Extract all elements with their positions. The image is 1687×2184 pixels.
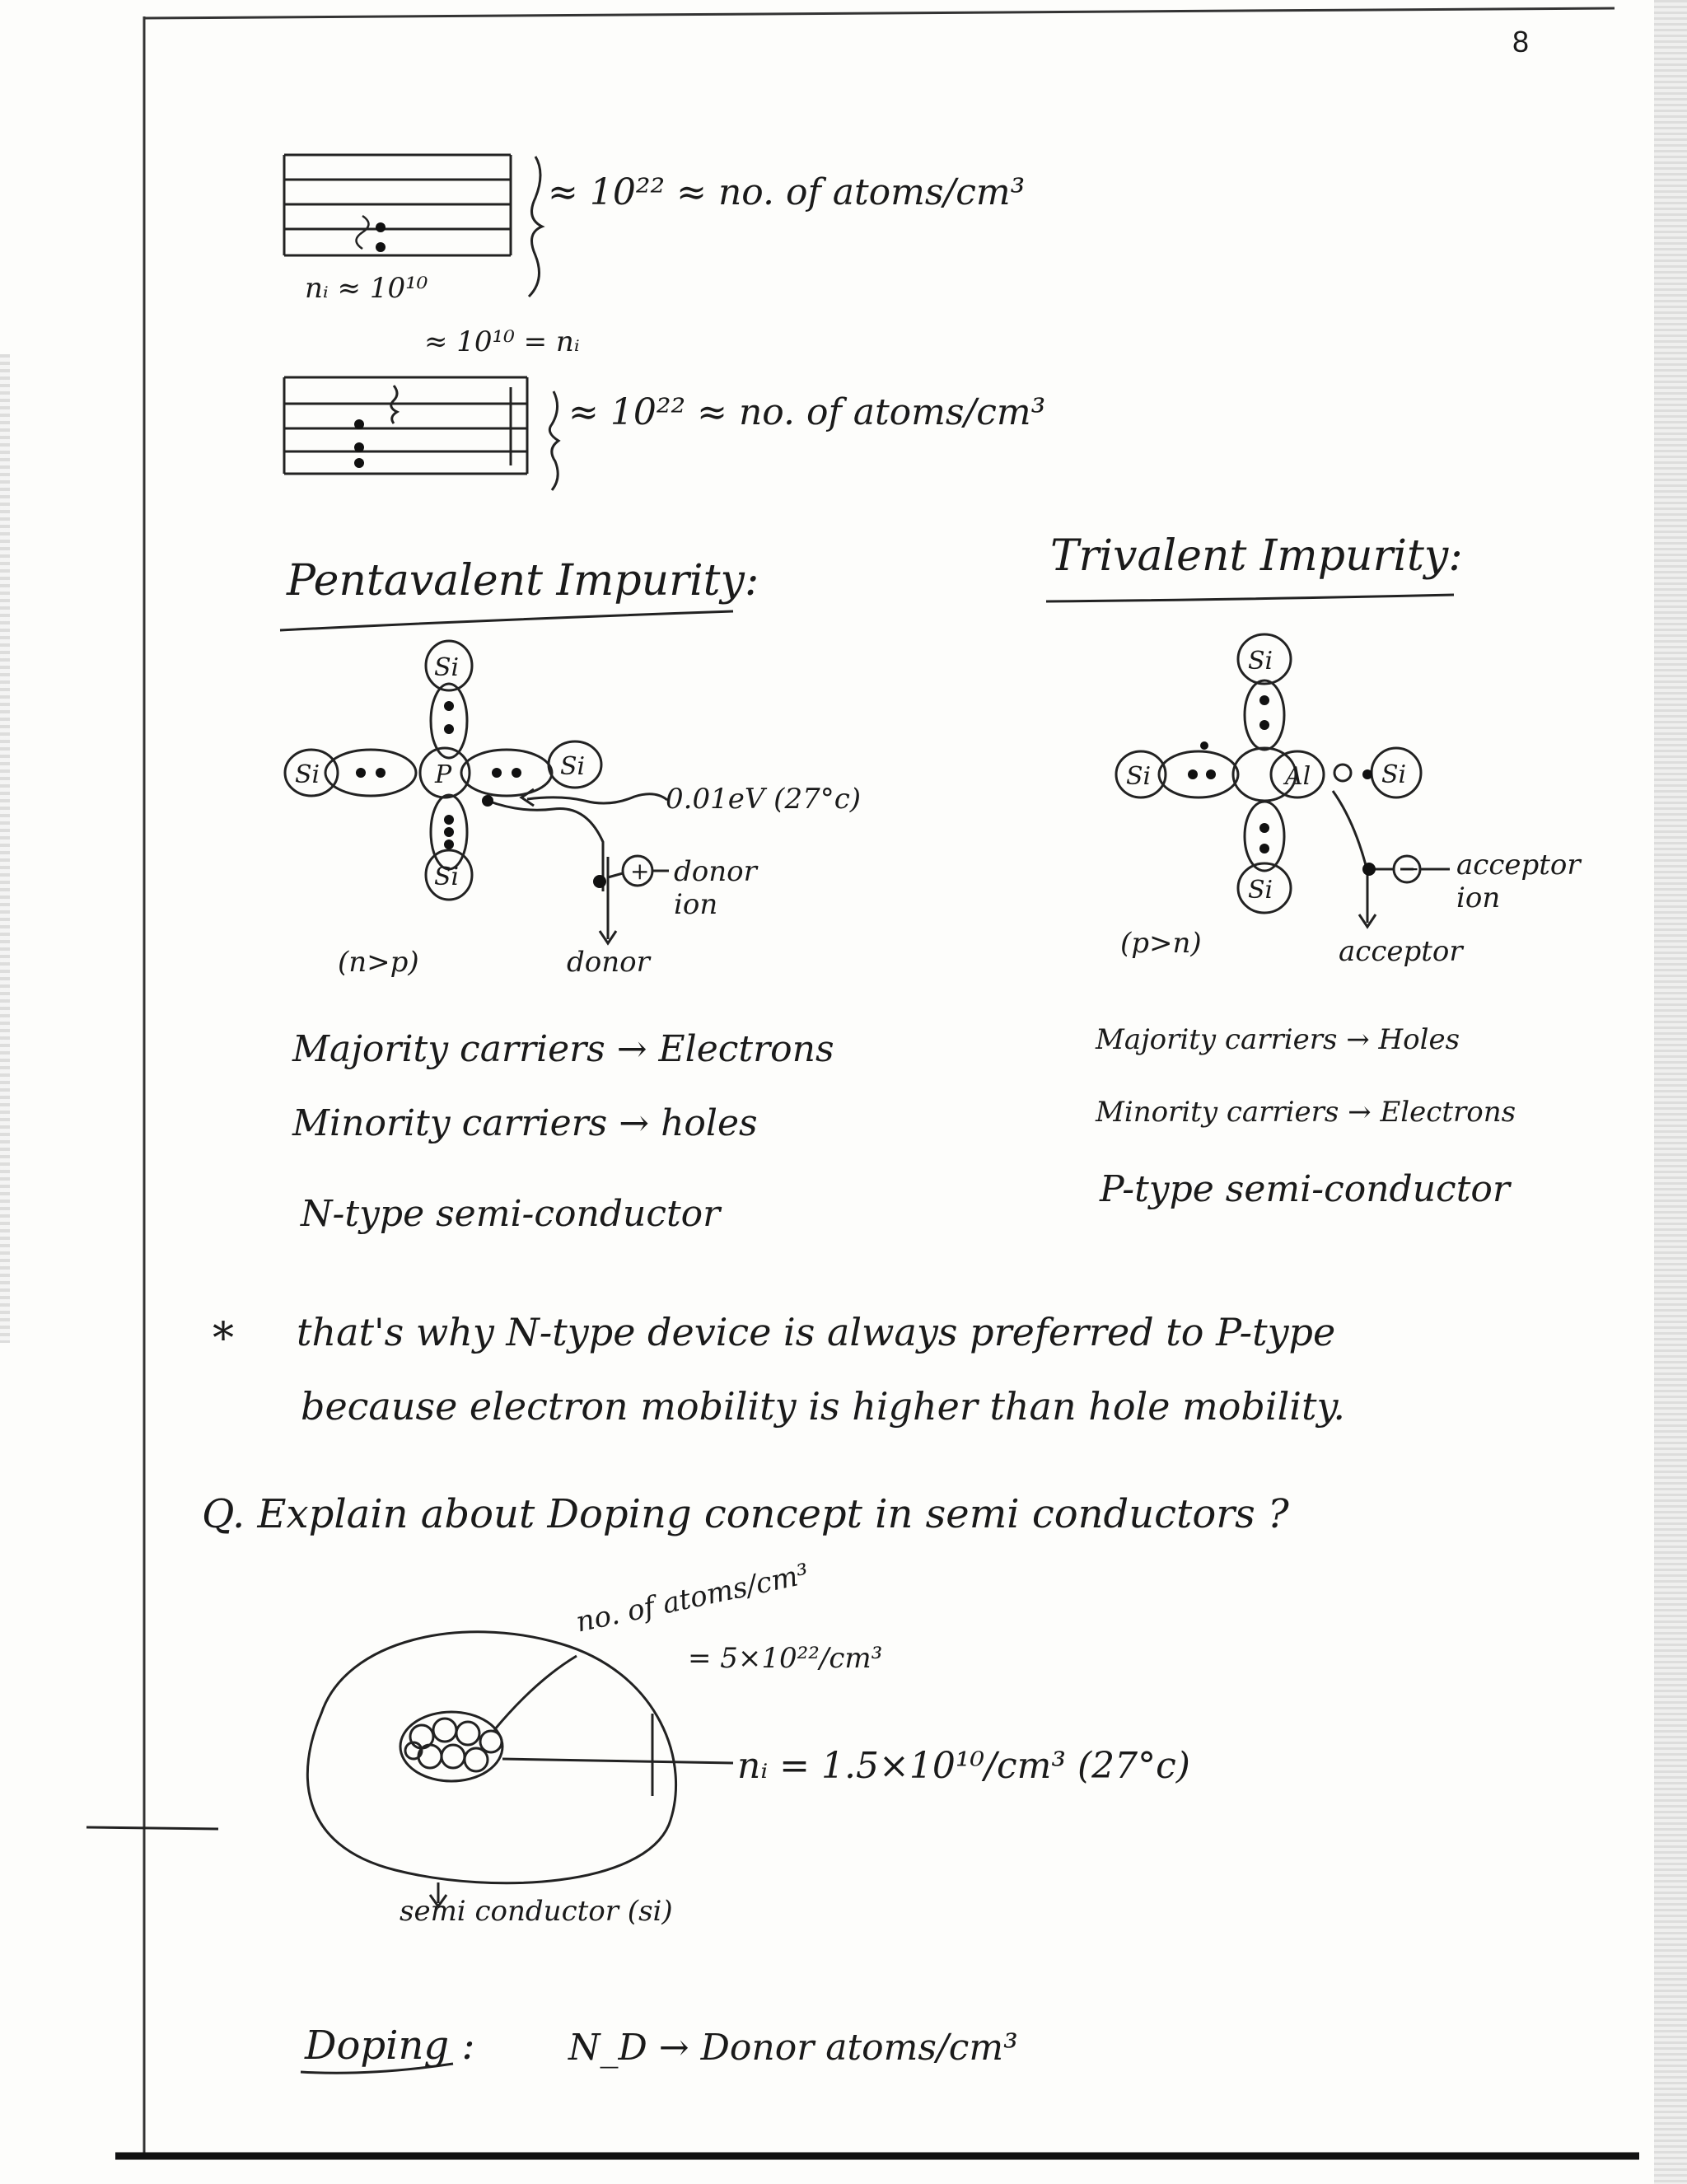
penta-minority: Minority carriers → holes [292,1102,758,1144]
intrinsic-concentration: nᵢ = 1.5×10¹⁰/cm³ (27°c) [737,1745,1190,1787]
acceptor-ion-sign: − [1400,855,1420,882]
note-line-2: because electron mobility is higher than hole mobility. [301,1384,1345,1429]
acceptor-ion-label: acceptor ion [1456,849,1581,914]
penta-atom-top: Si [434,653,460,682]
pentavalent-heading: Pentavalent Impurity: [287,556,759,606]
mid-band-label: ≈ 10¹⁰ = nᵢ [424,325,580,358]
tri-majority: Majority carriers → Holes [1096,1023,1460,1056]
donor-ion-label: donor ion [674,855,757,921]
page-number: 8 [1512,25,1530,58]
donor-label: donor [567,946,650,979]
doping-question: Q. Explain about Doping concept in semi conductors ? [202,1491,1289,1537]
penta-type: N-type semi-conductor [301,1193,721,1235]
semiconductor-caption: semi conductor (si) [400,1895,673,1928]
acceptor-label: acceptor [1339,935,1463,968]
tri-atom-right: Si [1381,760,1407,789]
atoms-per-cm3-label: no. of atoms/cm³ [572,1557,812,1639]
penta-majority: Majority carriers → Electrons [292,1028,834,1070]
tri-atom-left: Si [1126,762,1152,791]
doping-label: Doping : [305,2023,475,2069]
penta-atom-center: P [435,760,452,789]
doping-definition: N_D → Donor atoms/cm³ [568,2027,1018,2069]
lower-band-label: ≈ 10²² ≈ no. of atoms/cm³ [568,391,1046,433]
note-line-1: that's why N-type device is always preferred to P-type [297,1310,1336,1354]
note-star: * [213,1314,234,1363]
donor-ion-sign: + [630,858,650,885]
tri-relation: (p>n) [1120,927,1202,960]
tri-atom-top: Si [1248,647,1273,676]
penta-atom-left: Si [295,760,320,789]
atoms-per-cm3-value: = 5×10²²/cm³ [688,1642,883,1675]
ni-label: nᵢ ≈ 10¹⁰ [305,272,428,305]
tri-type: P-type semi-conductor [1100,1168,1510,1210]
tri-atom-bottom: Si [1248,876,1273,905]
penta-atom-right: Si [560,752,586,781]
penta-atom-bottom: Si [434,863,460,891]
trivalent-heading: Trivalent Impurity: [1050,531,1463,581]
penta-relation: (n>p) [338,946,419,979]
ionization-energy-label: 0.01eV (27°c) [666,783,862,816]
tri-minority: Minority carriers → Electrons [1096,1096,1516,1129]
upper-band-label: ≈ 10²² ≈ no. of atoms/cm³ [548,171,1026,213]
tri-atom-center: Al [1285,762,1311,791]
